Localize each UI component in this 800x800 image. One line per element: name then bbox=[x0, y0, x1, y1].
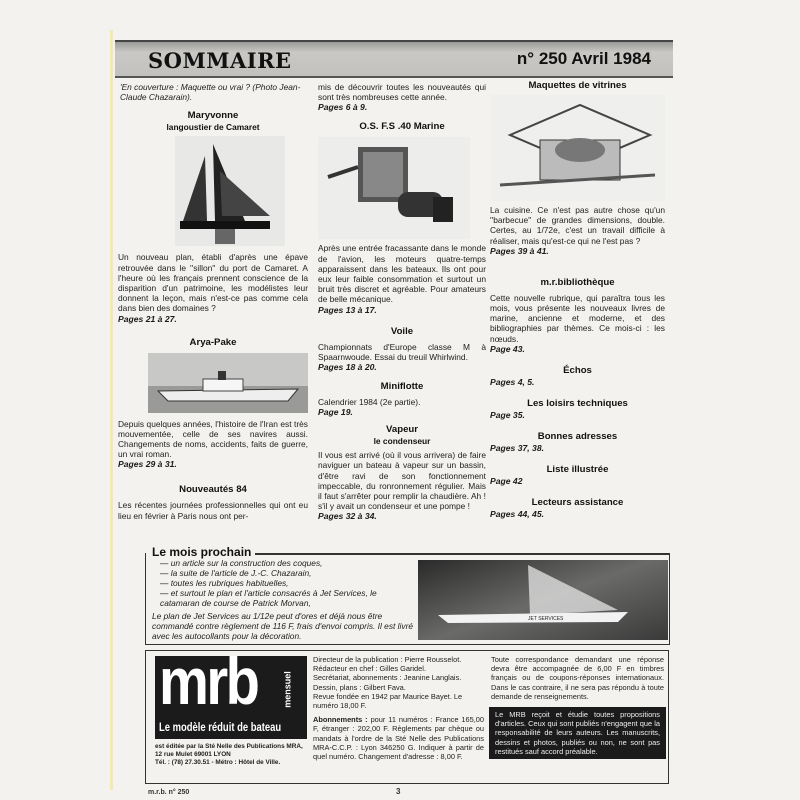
page-title: SOMMAIRE bbox=[148, 48, 292, 73]
article-subtitle-maryvonne: langoustier de Camaret bbox=[166, 122, 260, 133]
staff-line: Secrétariat, abonnements : Jeanine Langlais. bbox=[313, 673, 462, 683]
next-month-content bbox=[152, 558, 415, 641]
kitchen-model-photo bbox=[490, 95, 665, 201]
article-title-vitrines: Maquettes de vitrines bbox=[528, 80, 627, 91]
pages-maryvonne[interactable]: Pages 21 à 27. bbox=[118, 313, 177, 324]
next-item: — toutes les rubriques habituelles, bbox=[160, 578, 289, 588]
article-title-osfs: O.S. F.S .40 Marine bbox=[359, 121, 445, 133]
article-title-lecteurs: Lecteurs assistance bbox=[531, 496, 624, 508]
catamaran-photo bbox=[418, 560, 668, 640]
logo-tagline: Le modèle réduit de bateau bbox=[159, 722, 282, 734]
column-3 bbox=[490, 80, 665, 520]
staff-list bbox=[313, 655, 484, 710]
staff-line: Revue fondée en 1942 par Maurice Bayet. Le numéro 18,00 F. bbox=[313, 691, 463, 711]
cover-caption: 'En couverture : Maquette ou vrai ? (Photo Jean-Claude Chazarain). bbox=[120, 82, 301, 103]
pages-miniflotte[interactable]: Page 19. bbox=[318, 407, 353, 418]
page-number: 3 bbox=[396, 787, 401, 796]
article-title-nouveautes: Nouveautés 84 bbox=[179, 484, 247, 496]
publisher-address: est éditée par la Sté Nelle des Publications MRA, 12 rue Mulet 69001 LYON bbox=[155, 743, 303, 758]
catamaran-label: JET SERVICES bbox=[528, 616, 564, 622]
article-title-adresses: Bonnes adresses bbox=[537, 430, 618, 442]
staff-line: Dessin, plans : Gilbert Fava. bbox=[313, 682, 406, 692]
pages-vitrines[interactable]: Pages 39 à 41. bbox=[490, 245, 549, 256]
logo-side-text: mensuel bbox=[282, 671, 293, 708]
next-month-title: Le mois prochain bbox=[152, 545, 255, 559]
article-text-vitrines: La cuisine. Ce n'est pas autre chose qu'un ''barbecue'' de grandes dimensions, double. Certes, au 1/72e, c'est un travail difficile à réaliser, mais qu'est-ce qui ne l'est pas ? bbox=[490, 205, 665, 246]
article-text-osfs: Après une entrée fracassante dans le monde de l'avion, les moteurs quatre-temps apparaissent dans les bateaux. Ils ont pour eux leur faible consommation et surtout un bruit très discret et agréable. Pour amateurs de belle mécanique. bbox=[318, 243, 486, 305]
staff-line: Rédacteur en chef : Gilles Garidel. bbox=[313, 664, 426, 674]
staff-line: Directeur de la publication : Pierre Rousselot. bbox=[313, 655, 462, 664]
next-month-list bbox=[152, 558, 415, 608]
column-1 bbox=[118, 82, 308, 521]
article-text-miniflotte: Calendrier 1984 (2e partie). bbox=[318, 397, 421, 408]
article-text-nouveautes-cont: mis de découvrir toutes les nouveautés qui sont très nombreuses cette année. bbox=[318, 82, 486, 103]
article-text-bibliotheque: Cette nouvelle rubrique, qui paraîtra tous les mois, vous présente les nouveaux livres de marine, ancienne et moderne, et des bibliographies par thèmes. Ce mois-ci : les nœuds. bbox=[490, 292, 665, 344]
article-title-bibliotheque: m.r.bibliothèque bbox=[540, 276, 615, 288]
subscriptions-label: Abonnements : bbox=[313, 715, 368, 725]
article-title-loisirs: Les loisirs techniques bbox=[527, 397, 628, 409]
pages-adresses[interactable]: Pages 37, 38. bbox=[490, 442, 544, 453]
next-month-rule bbox=[250, 553, 670, 555]
pages-lecteurs[interactable]: Pages 44, 45. bbox=[490, 508, 544, 519]
column-2 bbox=[318, 82, 486, 522]
article-text-voile: Championnats d'Europe classe M à Spaarnwoude. Essai du treuil Whirlwind. bbox=[318, 341, 486, 362]
subscriptions-info bbox=[313, 715, 484, 761]
page-edge bbox=[110, 30, 113, 790]
next-month-note: Le plan de Jet Services au 1/12e peut d'ores et déjà nous être commandé contre règlement de 116 F, frais d'envoi compris. Il est livré avec les autocollants pour la décoration. bbox=[152, 611, 414, 641]
next-item: — la suite de l'article de J.-C. Chazarain, bbox=[160, 568, 312, 578]
sailboat-photo bbox=[175, 136, 285, 246]
article-title-arya-pake: Arya-Pake bbox=[189, 336, 237, 348]
ship-photo bbox=[148, 353, 308, 413]
pages-osfs[interactable]: Pages 13 à 17. bbox=[318, 304, 377, 315]
article-text-nouveautes: Les récentes journées professionnelles qui ont eu lieu en février à Paris nous ont per- bbox=[118, 500, 308, 521]
article-title-maryvonne: Maryvonne bbox=[187, 110, 239, 122]
article-text-maryvonne: Un nouveau plan, établi d'après une épave retrouvée dans le ''sillon'' du port de Camaret. A l'heure où les français prennent conscience de la disparition d'un patrimoine, les modélistes leur donnent la leçon, mais n'est-ce pas comme cela dans bien des domaines ? bbox=[118, 252, 308, 314]
logo-text: mrb bbox=[159, 644, 258, 718]
masthead-right-column bbox=[489, 655, 666, 759]
masthead-middle-column bbox=[313, 655, 484, 761]
publisher-info bbox=[155, 743, 310, 767]
next-item: — un article sur la construction des coques, bbox=[160, 558, 323, 568]
publisher-phone: Tél. : (78) 27.30.51 - Métro : Hôtel de Ville. bbox=[155, 759, 281, 766]
article-title-miniflotte: Miniflotte bbox=[380, 381, 424, 393]
pages-voile[interactable]: Pages 18 à 20. bbox=[318, 362, 377, 373]
correspondence-info: Toute correspondance demandant une réponse devra être accompagnée de 6,00 F en timbres français ou de coupons-réponses internationaux. Dans le cas contraire, il ne sera pas répondu à toute demande de renseignements. bbox=[491, 655, 664, 701]
article-text-arya-pake: Depuis quelques années, l'histoire de l'Iran est très mouvementée, celle de ses navires aussi. Changements de noms, accidents, faits de guerre, un vrai roman. bbox=[118, 418, 308, 460]
pages-nouveautes[interactable]: Pages 6 à 9. bbox=[318, 102, 368, 113]
article-title-echos: Échos bbox=[563, 364, 592, 376]
article-title-voile: Voile bbox=[390, 325, 414, 337]
footer-issue: m.r.b. n° 250 bbox=[148, 789, 190, 796]
mrb-logo bbox=[155, 644, 307, 739]
pages-bibliotheque[interactable]: Page 43. bbox=[490, 343, 525, 354]
pages-vapeur[interactable]: Pages 32 à 34. bbox=[318, 511, 377, 522]
pages-arya-pake[interactable]: Pages 29 à 31. bbox=[118, 459, 177, 470]
pages-echos[interactable]: Pages 4, 5. bbox=[490, 376, 535, 387]
article-subtitle-vapeur: le condenseur bbox=[373, 436, 431, 447]
engine-photo bbox=[318, 137, 470, 239]
issue-number: n° 250 Avril 1984 bbox=[516, 49, 651, 68]
pages-liste[interactable]: Page 42 bbox=[490, 475, 523, 486]
next-item: — et surtout le plan et l'article consacrés à Jet Services, le catamaran de course de Patrick Morvan, bbox=[160, 588, 377, 608]
header-band bbox=[115, 40, 673, 78]
pages-loisirs[interactable]: Page 35. bbox=[490, 409, 525, 420]
subscriptions-text: pour 11 numéros : France 165,00 F, étranger : 202,00 F. Règlements par chèque ou mandats à l'ordre de la Sté Nelle des Publications MRA-C.C.P. : Lyon 346250 G. Indiquer à partir de quel numéro. Changement d'adresse : 8,00 F. bbox=[313, 715, 484, 762]
submissions-notice: Le MRB reçoit et étudie toutes propositions d'articles. Ceux qui sont publiés n'engagent que la responsabilité de leurs auteurs. Les manuscrits, dessins et photos, publiés ou non, ne sont pas restitués sauf accord préalable. bbox=[489, 707, 666, 759]
article-text-vapeur: Il vous est arrivé (où il vous arrivera) de faire naviguer un bateau à vapeur sur un bassin, d'être ravi de son fonctionnement impeccable, du ronronnement régulier. Mais il faut s'arrêter pour remplir la chaudière. Ah ! s'il y avait un condenseur et une pompe ! bbox=[318, 450, 486, 512]
article-title-vapeur: Vapeur bbox=[386, 424, 418, 436]
article-title-liste: Liste illustrée bbox=[546, 463, 609, 475]
